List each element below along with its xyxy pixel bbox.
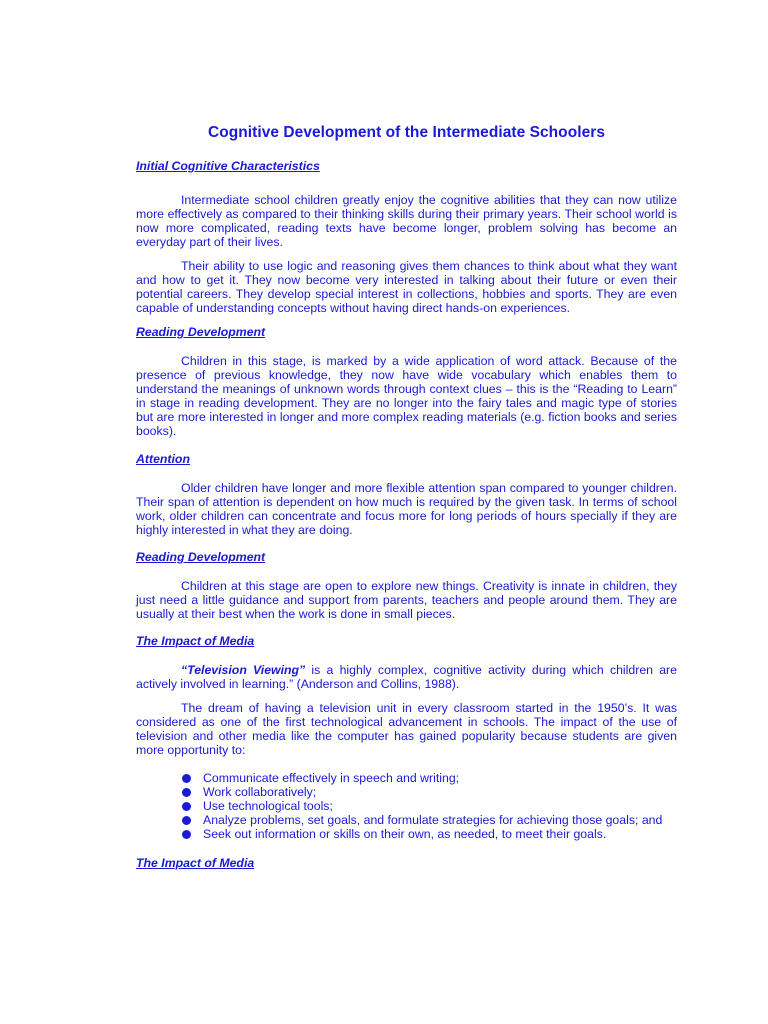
list-item-text: Work collaboratively;: [203, 785, 317, 799]
section-heading: Initial Cognitive Characteristics: [136, 159, 320, 173]
section-impact-of-media: [136, 634, 677, 841]
section-heading: Reading Development: [136, 325, 266, 339]
list-item: [181, 813, 677, 827]
section-heading: Reading Development: [136, 550, 266, 564]
bullet-icon: [182, 816, 191, 825]
list-item-text: Analyze problems, set goals, and formulate strategies for achieving those goals; and: [203, 813, 663, 827]
paragraph: Intermediate school children greatly enjoy the cognitive abilities that they can now utilize more effectively as compared to their thinking skills during their primary years. Their school world is now more complicated, reading texts have become longer, problem solving has become an everyday part of their lives.: [136, 193, 677, 249]
list-item: [181, 771, 677, 785]
section-reading-development-2: [136, 550, 677, 621]
list-item-text: Use technological tools;: [203, 799, 333, 813]
paragraph: Their ability to use logic and reasoning gives them chances to think about what they want and how to get it. They now become very interested in talking about their future or even their potential careers. They develop special interest in collections, hobbies and sports. They are even capable of understanding concepts without having direct hands-on experiences.: [136, 259, 677, 315]
list-item: [181, 785, 677, 799]
bullet-list: [136, 771, 677, 841]
bullet-icon: [182, 830, 191, 839]
paragraph: Older children have longer and more flexible attention span compared to younger children. Their span of attention is dependent on how much is required by the given task. In terms of school work, older children can concentrate and focus more for long periods of hours specially if they are highly interested in what they are doing.: [136, 481, 677, 537]
section-heading: Attention: [136, 452, 190, 466]
list-item-text: Communicate effectively in speech and writing;: [203, 771, 460, 785]
bullet-icon: [182, 788, 191, 797]
document-page: [136, 124, 677, 870]
section-impact-of-media-2: [136, 856, 677, 870]
list-item-text: Seek out information or skills on their own, as needed, to meet their goals.: [203, 827, 607, 841]
section-reading-development: [136, 325, 677, 438]
bullet-icon: [182, 802, 191, 811]
quote-paragraph: [136, 663, 677, 691]
paragraph: The dream of having a television unit in every classroom started in the 1950’s. It was considered as one of the first technological advancement in schools. The impact of the use of television and other media like the computer has gained popularity because students are given more opportunity to:: [136, 701, 677, 757]
paragraph: Children at this stage are open to explore new things. Creativity is innate in children, they just need a little guidance and support from parents, teachers and people around them. They are usually at their best when the work is done in small pieces.: [136, 579, 677, 621]
section-heading: The Impact of Media: [136, 856, 255, 870]
paragraph: Children in this stage, is marked by a wide application of word attack. Because of the presence of previous knowledge, they now have wide vocabulary which enables them to understand the meanings of unknown words through context clues – this is the “Reading to Learn” in stage in reading development. They are no longer into the fairy tales and magic type of stories but are more interested in longer and more complex reading materials (e.g. fiction books and series books).: [136, 354, 677, 438]
quote-lead: “Television Viewing”: [181, 663, 306, 677]
document-title: Cognitive Development of the Intermediate Schoolers: [207, 124, 605, 141]
section-heading: The Impact of Media: [136, 634, 255, 648]
bullet-icon: [182, 774, 191, 783]
list-item: [181, 827, 677, 841]
list-item: [181, 799, 677, 813]
section-attention: [136, 452, 677, 537]
quote-rest: is a highly complex, cognitive activity during which children are actively involved in learning.” (Anderson and Collins, 1988).: [136, 663, 677, 691]
section-initial-cognitive: [136, 159, 677, 315]
